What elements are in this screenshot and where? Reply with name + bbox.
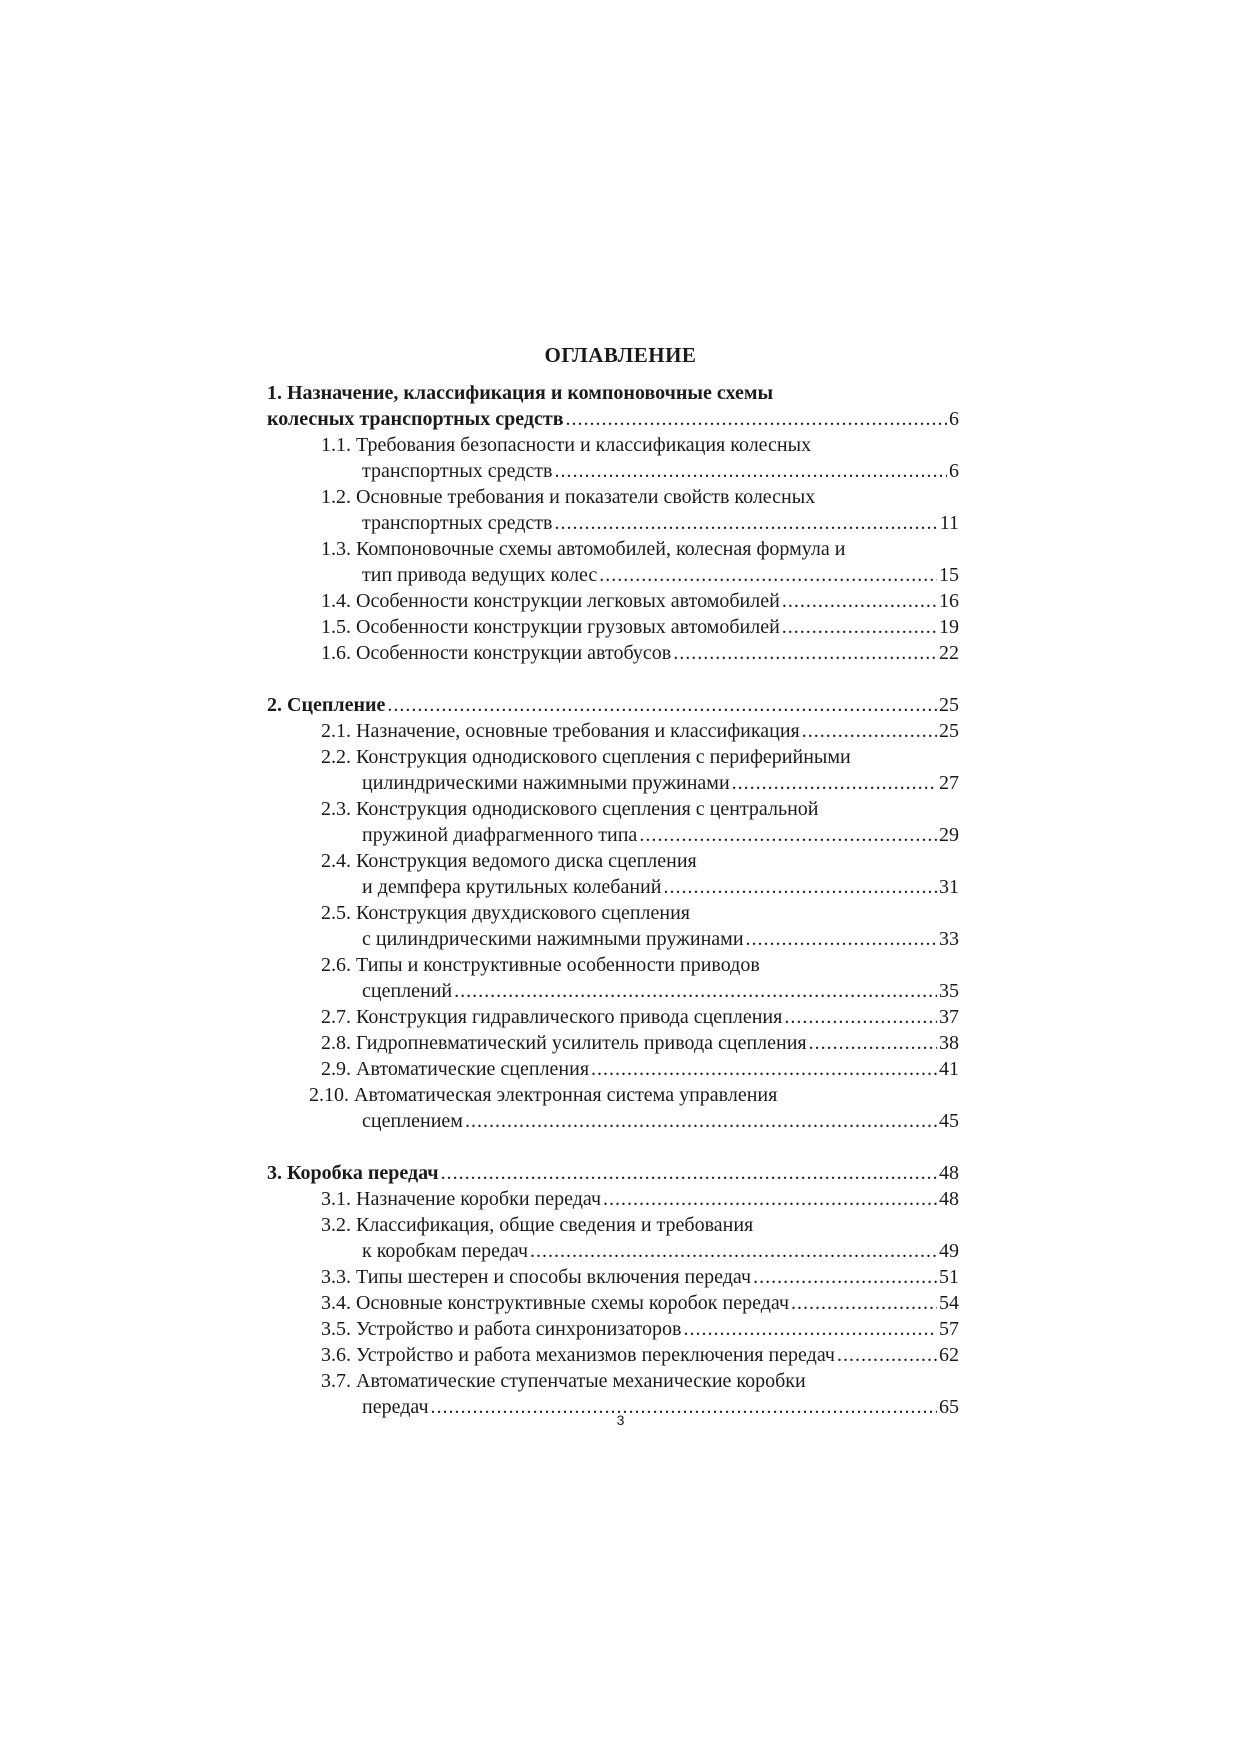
- toc-section-title: к коробкам передач: [362, 1240, 529, 1262]
- toc-section-title: транспортных средств: [362, 512, 553, 534]
- toc-section-title: 3.3. Типы шестерен и способы включения передач: [321, 1266, 752, 1288]
- toc-section-line: [267, 484, 959, 510]
- toc-section-line: [267, 1056, 959, 1082]
- chapter-gap: [267, 666, 959, 692]
- toc-section-title: сцеплений: [362, 980, 453, 1002]
- dot-leader: [753, 1264, 937, 1290]
- table-of-contents: [267, 380, 959, 1420]
- toc-page-ref: 6: [949, 460, 959, 482]
- toc-chapter-entry[interactable]: [267, 1160, 959, 1186]
- toc-section-title: 1.4. Особенности конструкции легковых автомобилей: [321, 590, 780, 612]
- toc-page-ref: 37: [939, 1006, 959, 1028]
- toc-page-ref: 38: [939, 1032, 959, 1054]
- toc-section-entry[interactable]: [267, 796, 959, 848]
- toc-section-title: 2.7. Конструкция гидравлического привода сцепления: [321, 1006, 783, 1028]
- toc-section-title: 2.4. Конструкция ведомого диска сцепления: [321, 850, 697, 872]
- toc-section-line: [267, 1004, 959, 1030]
- toc-page-ref: 45: [939, 1110, 959, 1132]
- toc-page-ref: 25: [939, 694, 959, 716]
- dot-leader: [784, 1004, 937, 1030]
- toc-section-line: [267, 510, 959, 536]
- toc-section-entry[interactable]: [267, 1264, 959, 1290]
- dot-leader: [683, 1316, 937, 1342]
- toc-section-title: 3.1. Назначение коробки передач: [321, 1188, 602, 1210]
- toc-section-title: 2.9. Автоматические сцепления: [321, 1058, 590, 1080]
- toc-section-line: [267, 952, 959, 978]
- toc-section-entry[interactable]: [267, 1186, 959, 1212]
- toc-section-line: [267, 432, 959, 458]
- toc-section-entry[interactable]: [267, 1030, 959, 1056]
- dot-leader: [782, 588, 937, 614]
- toc-section-title: с цилиндрическими нажимными пружинами: [362, 928, 744, 950]
- toc-title: ОГЛАВЛЕНИЕ: [544, 343, 697, 367]
- toc-section-title: цилиндрическими нажимными пружинами: [362, 772, 730, 794]
- toc-section-title: 2.10. Автоматическая электронная система управления: [309, 1084, 778, 1106]
- toc-section-line: [267, 1368, 959, 1394]
- toc-page-ref: 11: [939, 512, 959, 534]
- toc-page-ref: 48: [939, 1162, 959, 1184]
- dot-leader: [663, 874, 937, 900]
- toc-section-line: [267, 822, 959, 848]
- toc-section-line: [267, 770, 959, 796]
- toc-chapter-title: 2. Сцепление: [267, 694, 386, 716]
- toc-section-line: [267, 1212, 959, 1238]
- dot-leader: [591, 1056, 937, 1082]
- dot-leader: [387, 692, 937, 718]
- toc-section-line: [267, 1264, 959, 1290]
- toc-chapter-entry[interactable]: [267, 692, 959, 718]
- toc-section-line: [267, 1238, 959, 1264]
- toc-section-entry[interactable]: [267, 718, 959, 744]
- toc-chapter-line: [267, 380, 959, 406]
- dot-leader: [603, 1186, 937, 1212]
- dot-leader: [465, 1108, 937, 1134]
- toc-section-title: транспортных средств: [362, 460, 553, 482]
- toc-page-ref: 16: [939, 590, 959, 612]
- dot-leader: [837, 1342, 937, 1368]
- toc-section-title: 3.5. Устройство и работа синхронизаторов: [321, 1318, 682, 1340]
- toc-page-ref: 41: [939, 1058, 959, 1080]
- toc-section-entry[interactable]: [267, 1290, 959, 1316]
- toc-page-ref: 35: [939, 980, 959, 1002]
- toc-section-title: 2.5. Конструкция двухдискового сцепления: [321, 902, 690, 924]
- toc-section-entry[interactable]: [267, 640, 959, 666]
- dot-leader: [530, 1238, 937, 1264]
- toc-section-title: 1.6. Особенности конструкции автобусов: [321, 642, 672, 664]
- toc-section-title: пружиной диафрагменного типа: [362, 824, 638, 846]
- toc-chapter-title: 1. Назначение, классификация и компоновочные схемы: [267, 382, 774, 404]
- toc-section-line: [267, 1108, 959, 1134]
- toc-page-ref: 25: [939, 720, 959, 742]
- toc-section-line: [267, 1082, 959, 1108]
- toc-section-line: [267, 562, 959, 588]
- toc-page-ref: 29: [939, 824, 959, 846]
- toc-section-title: 3.6. Устройство и работа механизмов переключения передач: [321, 1344, 835, 1366]
- toc-chapter-line: [267, 406, 959, 432]
- toc-section-line: [267, 1290, 959, 1316]
- chapter-gap: [267, 1134, 959, 1160]
- toc-page-ref: 33: [939, 928, 959, 950]
- toc-page-ref: 22: [939, 642, 959, 664]
- toc-section-title: 1.1. Требования безопасности и классификация колесных: [321, 434, 812, 456]
- toc-section-line: [267, 848, 959, 874]
- dot-leader: [732, 770, 937, 796]
- toc-page-ref: 65: [939, 1396, 959, 1418]
- toc-section-line: [267, 640, 959, 666]
- dot-leader: [802, 718, 937, 744]
- toc-chapter-title: колесных транспортных средств: [267, 408, 564, 430]
- dot-leader: [599, 562, 937, 588]
- toc-section-line: [267, 796, 959, 822]
- dot-leader: [454, 978, 937, 1004]
- dot-leader: [639, 822, 937, 848]
- dot-leader: [746, 926, 937, 952]
- toc-section-entry[interactable]: [267, 536, 959, 588]
- toc-section-entry[interactable]: [267, 952, 959, 1004]
- toc-section-line: [267, 1186, 959, 1212]
- toc-section-line: [267, 874, 959, 900]
- toc-section-title: 3.7. Автоматические ступенчатые механические коробки: [321, 1370, 806, 1392]
- toc-page-ref: 6: [949, 408, 959, 430]
- toc-section-entry[interactable]: [267, 1056, 959, 1082]
- toc-section-entry[interactable]: [267, 1342, 959, 1368]
- toc-chapter-line: [267, 692, 959, 718]
- toc-page-ref: 31: [939, 876, 959, 898]
- toc-section-title: и демпфера крутильных колебаний: [362, 876, 662, 898]
- toc-section-line: [267, 718, 959, 744]
- toc-section-title: сцеплением: [362, 1110, 463, 1132]
- toc-section-line: [267, 1342, 959, 1368]
- toc-section-title: 3.4. Основные конструктивные схемы коробок передач: [321, 1292, 790, 1314]
- toc-section-entry[interactable]: [267, 484, 959, 536]
- page-number: 3: [616, 1412, 625, 1428]
- toc-section-title: 3.2. Классификация, общие сведения и требования: [321, 1214, 754, 1236]
- toc-section-line: [267, 536, 959, 562]
- toc-section-entry[interactable]: [267, 744, 959, 796]
- dot-leader: [441, 1160, 937, 1186]
- toc-section-title: тип привода ведущих колес: [362, 564, 598, 586]
- toc-section-entry[interactable]: [267, 1212, 959, 1264]
- toc-section-entry[interactable]: [267, 900, 959, 952]
- toc-section-line: [267, 1030, 959, 1056]
- toc-page-ref: 49: [939, 1240, 959, 1262]
- toc-section-title: 1.5. Особенности конструкции грузовых автомобилей: [321, 616, 780, 638]
- toc-section-title: передач: [362, 1396, 429, 1418]
- toc-section-line: [267, 588, 959, 614]
- toc-section-entry[interactable]: [267, 432, 959, 484]
- dot-leader: [555, 510, 938, 536]
- toc-page-ref: 62: [939, 1344, 959, 1366]
- toc-section-line: [267, 926, 959, 952]
- toc-section-entry[interactable]: [267, 1004, 959, 1030]
- dot-leader: [555, 458, 948, 484]
- toc-chapter-title: 3. Коробка передач: [267, 1162, 439, 1184]
- toc-page-ref: 19: [939, 616, 959, 638]
- toc-section-entry[interactable]: [267, 1082, 959, 1134]
- toc-section-title: 2.2. Конструкция однодискового сцепления с периферийными: [321, 746, 851, 768]
- dot-leader: [809, 1030, 937, 1056]
- toc-section-title: 2.1. Назначение, основные требования и классификация: [321, 720, 800, 742]
- toc-section-line: [267, 900, 959, 926]
- toc-section-line: [267, 744, 959, 770]
- toc-section-line: [267, 1316, 959, 1342]
- toc-page-ref: 48: [939, 1188, 959, 1210]
- toc-page-ref: 27: [939, 772, 959, 794]
- toc-page-ref: 54: [939, 1292, 959, 1314]
- toc-page-ref: 51: [939, 1266, 959, 1288]
- dot-leader: [782, 614, 937, 640]
- dot-leader: [566, 406, 947, 432]
- dot-leader: [791, 1290, 937, 1316]
- toc-section-line: [267, 458, 959, 484]
- toc-chapter-line: [267, 1160, 959, 1186]
- toc-section-line: [267, 614, 959, 640]
- dot-leader: [673, 640, 937, 666]
- toc-section-entry[interactable]: [267, 1316, 959, 1342]
- toc-page-ref: 15: [939, 564, 959, 586]
- toc-section-title: 2.8. Гидропневматический усилитель привода сцепления: [321, 1032, 807, 1054]
- toc-section-line: [267, 978, 959, 1004]
- toc-section-entry[interactable]: [267, 848, 959, 900]
- toc-section-title: 2.3. Конструкция однодискового сцепления с центральной: [321, 798, 819, 820]
- toc-page-ref: 57: [939, 1318, 959, 1340]
- toc-section-title: 2.6. Типы и конструктивные особенности приводов: [321, 954, 760, 976]
- toc-section-title: 1.3. Компоновочные схемы автомобилей, колесная формула и: [321, 538, 846, 560]
- toc-section-title: 1.2. Основные требования и показатели свойств колесных: [321, 486, 816, 508]
- toc-chapter-entry[interactable]: [267, 380, 959, 432]
- toc-section-entry[interactable]: [267, 588, 959, 614]
- toc-section-entry[interactable]: [267, 614, 959, 640]
